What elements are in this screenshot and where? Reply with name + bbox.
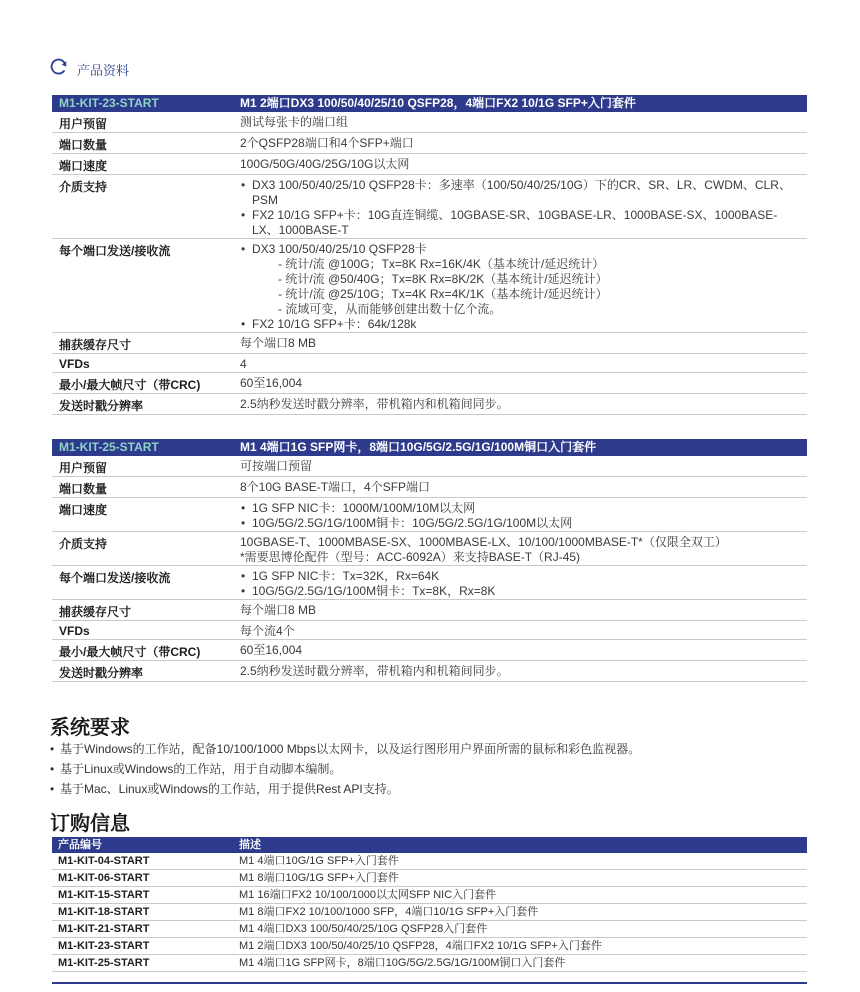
kit-spec-table-23 bbox=[52, 95, 807, 415]
value-line: 每个端口8 MB bbox=[240, 336, 317, 350]
spec-row bbox=[52, 600, 807, 621]
spec-row bbox=[52, 133, 807, 154]
spec-row bbox=[52, 640, 807, 661]
table-row bbox=[52, 955, 807, 972]
value-line: - 统计/流 @100G；Tx=8K Rx=16K/4K（基本统计/延迟统计） bbox=[278, 257, 605, 271]
spec-row bbox=[52, 175, 807, 239]
spec-value bbox=[233, 133, 807, 154]
spec-value bbox=[233, 394, 807, 415]
product-desc: M1 8端口FX2 10/100/1000 SFP，4端口10/1G SFP+入门套件 bbox=[233, 904, 807, 921]
spec-value bbox=[233, 239, 807, 333]
bullet-line: • 10G/5G/2.5G/1G/100M铜卡：Tx=8K，Rx=8K bbox=[240, 584, 803, 599]
spec-label: 用户预留 bbox=[52, 112, 233, 133]
spec-value bbox=[233, 600, 807, 621]
spec-label: 每个端口发送/接收流 bbox=[52, 566, 233, 600]
spec-row bbox=[52, 239, 807, 333]
spec-label: 介质支持 bbox=[52, 175, 233, 239]
section-header-title: 产品资料 bbox=[77, 63, 130, 78]
spec-label: 捕获缓存尺寸 bbox=[52, 600, 233, 621]
bottom-divider bbox=[52, 982, 807, 984]
value-line: - 流域可变，从而能够创建出数十亿个流。 bbox=[278, 302, 502, 316]
column-header-id: 产品编号 bbox=[52, 837, 233, 853]
kit-title: M1 4端口1G SFP网卡，8端口10G/5G/2.5G/1G/100M铜口入门套件 bbox=[233, 439, 807, 456]
spec-value bbox=[233, 477, 807, 498]
refresh-circle-icon bbox=[49, 57, 69, 82]
ordering-info-title: 订购信息 bbox=[50, 811, 130, 835]
column-header-desc: 描述 bbox=[233, 837, 807, 853]
spec-value bbox=[233, 566, 807, 600]
value-line: 100G/50G/40G/25G/10G以太网 bbox=[240, 157, 410, 171]
product-id: M1-KIT-04-START bbox=[52, 853, 233, 870]
value-line: 60至16,004 bbox=[240, 643, 303, 657]
product-id: M1-KIT-15-START bbox=[52, 887, 233, 904]
spec-row bbox=[52, 112, 807, 133]
kit-header-row bbox=[52, 95, 807, 112]
spec-value bbox=[233, 333, 807, 354]
bullet-line: • FX2 10/1G SFP+卡：64k/128k bbox=[240, 317, 803, 332]
kit-header-row bbox=[52, 439, 807, 456]
spec-row bbox=[52, 373, 807, 394]
spec-label: 发送时戳分辨率 bbox=[52, 661, 233, 682]
product-id: M1-KIT-18-START bbox=[52, 904, 233, 921]
value-line: 8个10G BASE-T端口，4个SFP端口 bbox=[240, 480, 431, 494]
value-line: 4 bbox=[240, 357, 247, 371]
spec-value bbox=[233, 175, 807, 239]
value-line: 测试每张卡的端口组 bbox=[240, 115, 349, 129]
table-row bbox=[52, 921, 807, 938]
kit-title: M1 2端口DX3 100/50/40/25/10 QSFP28，4端口FX2 10/1G SFP+入门套件 bbox=[233, 95, 807, 112]
bullet-line: • DX3 100/50/40/25/10 QSFP28卡 bbox=[240, 242, 803, 257]
system-requirements-list bbox=[50, 740, 640, 800]
value-line: *需要思博伦配件（型号：ACC-6092A）来支持BASE-T（RJ-45) bbox=[240, 550, 581, 564]
value-line: 2.5纳秒发送时戳分辨率，带机箱内和机箱间同步。 bbox=[240, 664, 509, 678]
bullet-line: • FX2 10/1G SFP+卡：10G直连铜缆、10GBASE-SR、10GBASE-LR、1000BASE-SX、1000BASE-LX、1000BASE-T bbox=[240, 208, 803, 238]
spec-value bbox=[233, 112, 807, 133]
spec-row bbox=[52, 498, 807, 532]
spec-value bbox=[233, 640, 807, 661]
table-row bbox=[52, 870, 807, 887]
spec-label: VFDs bbox=[52, 621, 233, 640]
spec-row bbox=[52, 532, 807, 566]
table-row bbox=[52, 904, 807, 921]
spec-value bbox=[233, 498, 807, 532]
bullet-line: • 1G SFP NIC卡：Tx=32K，Rx=64K bbox=[240, 569, 803, 584]
spec-row bbox=[52, 354, 807, 373]
spec-label: 端口数量 bbox=[52, 477, 233, 498]
spec-label: 用户预留 bbox=[52, 456, 233, 477]
table-row bbox=[52, 887, 807, 904]
spec-value bbox=[233, 154, 807, 175]
ordering-table bbox=[52, 837, 807, 972]
value-line: - 统计/流 @50/40G；Tx=8K Rx=8K/2K（基本统计/延迟统计） bbox=[278, 272, 608, 286]
product-id: M1-KIT-23-START bbox=[52, 938, 233, 955]
spec-row bbox=[52, 566, 807, 600]
spec-value bbox=[233, 661, 807, 682]
value-line: 每个流4个 bbox=[240, 624, 295, 638]
spec-row bbox=[52, 456, 807, 477]
product-desc: M1 4端口10G/1G SFP+入门套件 bbox=[233, 853, 807, 870]
list-item: • 基于Mac、Linux或Windows的工作站，用于提供Rest API支持。 bbox=[50, 780, 640, 800]
spec-row bbox=[52, 333, 807, 354]
spec-label: 最小/最大帧尺寸（带CRC) bbox=[52, 373, 233, 394]
value-line: 10GBASE-T、1000MBASE-SX、1000MBASE-LX、10/100/1000MBASE-T*（仅限全双工） bbox=[240, 535, 727, 549]
spec-value bbox=[233, 456, 807, 477]
spec-row bbox=[52, 661, 807, 682]
spec-label: 最小/最大帧尺寸（带CRC) bbox=[52, 640, 233, 661]
spec-label: VFDs bbox=[52, 354, 233, 373]
bullet-line: • 10G/5G/2.5G/1G/100M铜卡：10G/5G/2.5G/1G/100M以太网 bbox=[240, 516, 803, 531]
spec-row bbox=[52, 621, 807, 640]
spec-label: 每个端口发送/接收流 bbox=[52, 239, 233, 333]
spec-label: 端口速度 bbox=[52, 498, 233, 532]
spec-value bbox=[233, 354, 807, 373]
product-id: M1-KIT-25-START bbox=[52, 955, 233, 972]
spec-label: 发送时戳分辨率 bbox=[52, 394, 233, 415]
spec-value bbox=[233, 621, 807, 640]
value-line: 每个端口8 MB bbox=[240, 603, 317, 617]
list-item: • 基于Linux或Windows的工作站，用于自动脚本编制。 bbox=[50, 760, 640, 780]
spec-value bbox=[233, 373, 807, 394]
product-desc: M1 4端口1G SFP网卡，8端口10G/5G/2.5G/1G/100M铜口入门套件 bbox=[233, 955, 807, 972]
spec-label: 捕获缓存尺寸 bbox=[52, 333, 233, 354]
spec-row bbox=[52, 394, 807, 415]
table-row bbox=[52, 853, 807, 870]
value-line: - 统计/流 @25/10G；Tx=4K Rx=4K/1K（基本统计/延迟统计） bbox=[278, 287, 608, 301]
ordering-header-row bbox=[52, 837, 807, 853]
value-line: 2个QSFP28端口和4个SFP+端口 bbox=[240, 136, 414, 150]
bullet-line: • DX3 100/50/40/25/10 QSFP28卡：多速率（100/50/40/25/10G）下的CR、SR、LR、CWDM、CLR、PSM bbox=[240, 178, 803, 208]
spec-label: 介质支持 bbox=[52, 532, 233, 566]
product-desc: M1 4端口DX3 100/50/40/25/10G QSFP28入门套件 bbox=[233, 921, 807, 938]
bullet-line: • 1G SFP NIC卡：1000M/100M/10M以太网 bbox=[240, 501, 803, 516]
kit-id: M1-KIT-25-START bbox=[52, 439, 233, 456]
section-header bbox=[49, 57, 129, 82]
value-line: 2.5纳秒发送时戳分辨率，带机箱内和机箱间同步。 bbox=[240, 397, 509, 411]
kit-id: M1-KIT-23-START bbox=[52, 95, 233, 112]
value-line: 可按端口预留 bbox=[240, 459, 313, 473]
spec-label: 端口数量 bbox=[52, 133, 233, 154]
product-id: M1-KIT-21-START bbox=[52, 921, 233, 938]
product-id: M1-KIT-06-START bbox=[52, 870, 233, 887]
list-item: • 基于Windows的工作站，配备10/100/1000 Mbps以太网卡，以及运行图形用户界面所需的鼠标和彩色监视器。 bbox=[50, 740, 640, 760]
kit-spec-table-25 bbox=[52, 439, 807, 682]
spec-row bbox=[52, 477, 807, 498]
spec-label: 端口速度 bbox=[52, 154, 233, 175]
product-desc: M1 16端口FX2 10/100/1000以太网SFP NIC入门套件 bbox=[233, 887, 807, 904]
product-desc: M1 2端口DX3 100/50/40/25/10 QSFP28，4端口FX2 10/1G SFP+入门套件 bbox=[233, 938, 807, 955]
spec-value bbox=[233, 532, 807, 566]
spec-row bbox=[52, 154, 807, 175]
table-row bbox=[52, 938, 807, 955]
product-desc: M1 8端口10G/1G SFP+入门套件 bbox=[233, 870, 807, 887]
system-requirements-title: 系统要求 bbox=[50, 715, 130, 739]
value-line: 60至16,004 bbox=[240, 376, 303, 390]
